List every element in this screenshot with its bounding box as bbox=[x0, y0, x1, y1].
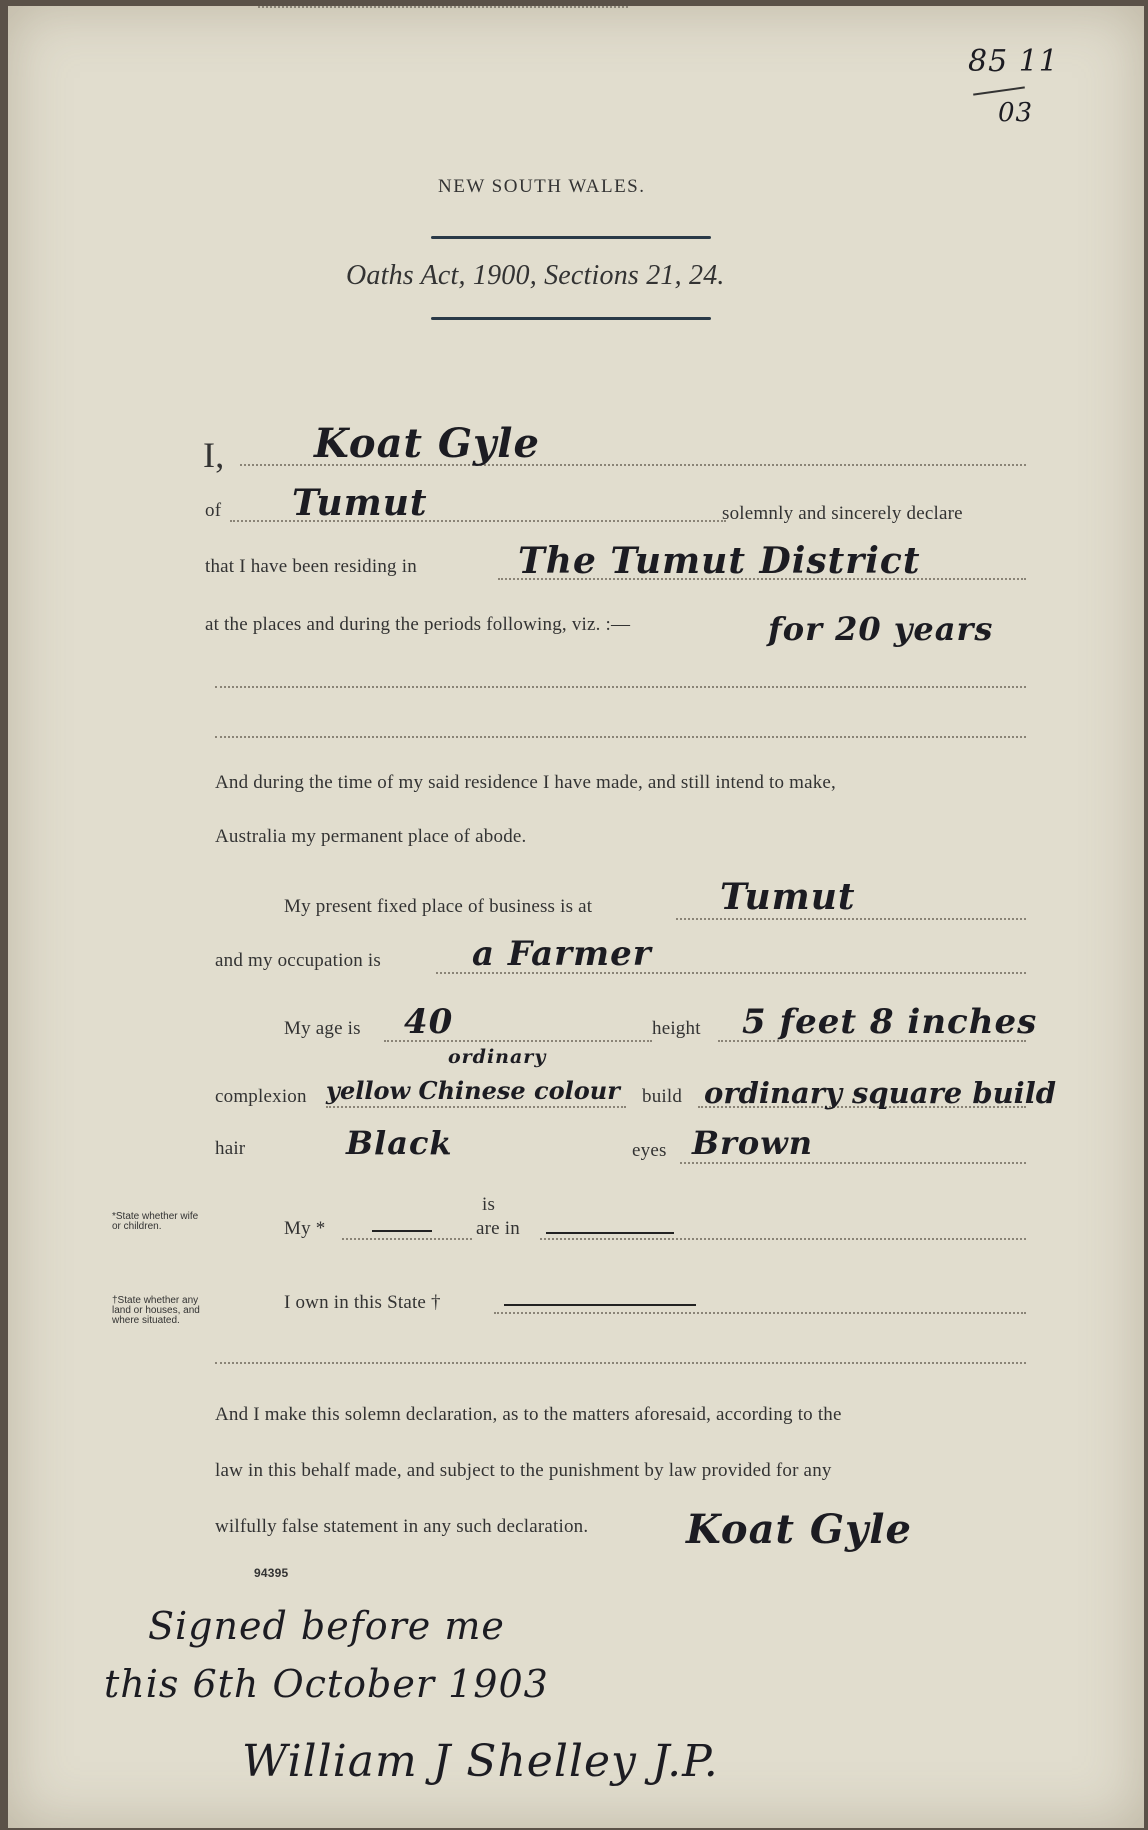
closing-text-line2: law in this behalf made, and subject to the punishment by law provided for any bbox=[215, 1460, 832, 1481]
own-line bbox=[494, 1312, 1026, 1314]
header-rule-top bbox=[431, 236, 711, 239]
closing-text-line3: wilfully false statement in any such declaration. bbox=[215, 1516, 589, 1537]
reference-number-top: 85 11 bbox=[968, 44, 1059, 79]
hair-value: Black bbox=[346, 1124, 453, 1162]
hair-label: hair bbox=[215, 1138, 246, 1159]
are-in-label: are in bbox=[476, 1218, 520, 1239]
eyes-label: eyes bbox=[632, 1140, 667, 1161]
age-label: My age is bbox=[284, 1018, 361, 1039]
periods-line-2 bbox=[215, 736, 1026, 738]
closing-text-line1: And I make this solemn declaration, as to the matters aforesaid, according to the bbox=[215, 1404, 842, 1425]
my-label: My * bbox=[284, 1218, 326, 1239]
declarant-name: Koat Gyle bbox=[314, 420, 540, 467]
state-heading: NEW SOUTH WALES. bbox=[438, 176, 646, 197]
eyes-line bbox=[680, 1162, 1026, 1164]
witness-line2: this 6th October 1903 bbox=[104, 1662, 549, 1706]
business-line bbox=[676, 918, 1026, 920]
periods-line-1 bbox=[215, 686, 1026, 688]
declaration-sheet bbox=[8, 6, 1144, 1828]
complexion-insert: ordinary bbox=[448, 1046, 547, 1068]
declarant-signature: Koat Gyle bbox=[686, 1506, 912, 1553]
form-number: 94395 bbox=[254, 1566, 289, 1580]
witness-line1: Signed before me bbox=[148, 1604, 505, 1648]
residence-text-line2: Australia my permanent place of abode. bbox=[215, 826, 527, 847]
act-heading: Oaths Act, 1900, Sections 21, 24. bbox=[346, 260, 725, 291]
occupation-value: a Farmer bbox=[472, 934, 652, 974]
own-in-state-label: I own in this State † bbox=[284, 1292, 441, 1313]
declarant-intro: I, bbox=[203, 435, 225, 475]
declare-text: solemnly and sincerely declare bbox=[722, 503, 963, 524]
business-place: Tumut bbox=[720, 876, 856, 918]
reference-number-bottom: 03 bbox=[998, 98, 1034, 128]
periods-label: at the places and during the periods following, viz. :— bbox=[205, 614, 631, 635]
periods-value: for 20 years bbox=[768, 610, 994, 648]
own-line-2 bbox=[215, 1362, 1026, 1364]
residence-text-line1: And during the time of my said residence I have made, and still intend to make, bbox=[215, 772, 836, 793]
complexion-line bbox=[326, 1106, 626, 1108]
my-line bbox=[342, 1238, 472, 1240]
eyes-value: Brown bbox=[692, 1124, 814, 1162]
complexion-label: complexion bbox=[215, 1086, 307, 1107]
hair-line bbox=[258, 6, 628, 8]
build-value: ordinary square build bbox=[704, 1076, 1056, 1110]
side-note-wife-children: *State whether wife or children. bbox=[112, 1211, 199, 1232]
residing-label: that I have been residing in bbox=[205, 556, 417, 577]
witness-signature: William J Shelley J.P. bbox=[242, 1736, 719, 1787]
reference-number-divider bbox=[973, 86, 1025, 95]
header-rule-bottom bbox=[431, 317, 711, 320]
business-label: My present fixed place of business is at bbox=[284, 896, 593, 917]
is-label: is bbox=[482, 1194, 496, 1215]
height-value: 5 feet 8 inches bbox=[742, 1002, 1038, 1042]
complexion-value: yellow Chinese colour bbox=[326, 1076, 620, 1105]
my-blank-dash bbox=[372, 1230, 432, 1232]
are-in-line bbox=[540, 1238, 1026, 1240]
declarant-place: Tumut bbox=[292, 482, 428, 524]
age-value: 40 bbox=[404, 1002, 454, 1042]
height-label: height bbox=[652, 1018, 701, 1039]
side-note-land-houses: †State whether any land or houses, and where situated. bbox=[112, 1295, 200, 1326]
own-blank-dash bbox=[504, 1304, 696, 1306]
of-label: of bbox=[205, 500, 222, 521]
residing-place: The Tumut District bbox=[518, 540, 921, 582]
are-in-blank-dash bbox=[546, 1232, 674, 1234]
build-label: build bbox=[642, 1086, 683, 1107]
occupation-label: and my occupation is bbox=[215, 950, 381, 971]
